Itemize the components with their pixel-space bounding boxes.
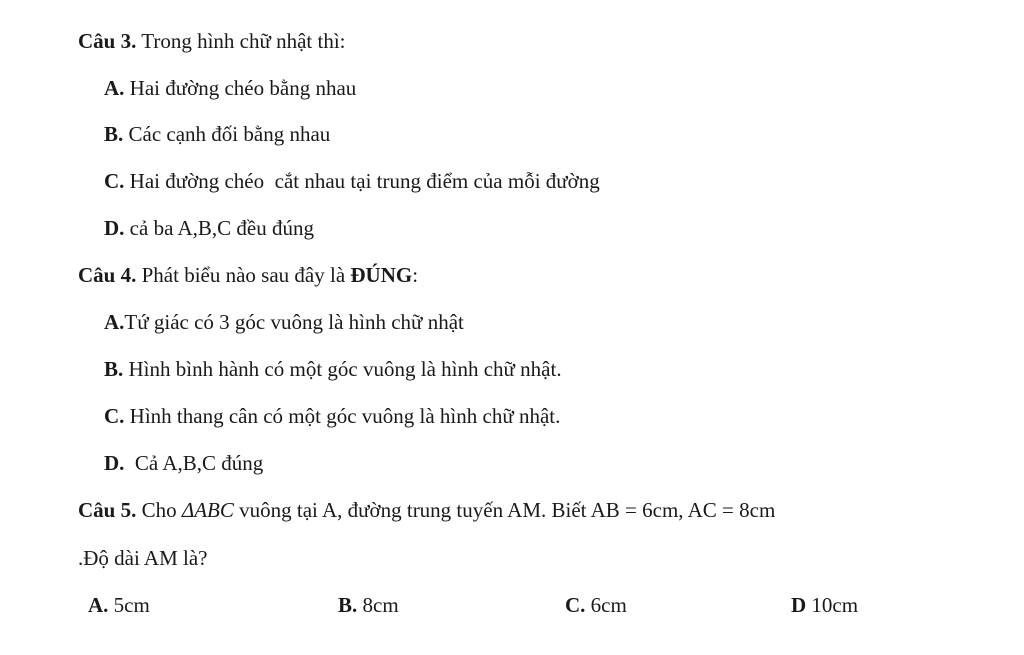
option-text: Các cạnh đối bằng nhau	[123, 122, 331, 146]
option-text: Hình bình hành có một góc vuông là hình chữ nhật.	[123, 357, 562, 381]
question-5-line-2: .Độ dài AM là?	[78, 546, 208, 570]
question-4-text: Phát biểu nào sau đây là	[136, 263, 351, 287]
option-letter: D.	[104, 451, 125, 475]
question-5-option-a	[88, 592, 150, 618]
question-5-label: Câu 5.	[78, 498, 137, 522]
question-3-option-a	[104, 75, 356, 101]
question-4-option-d	[104, 450, 263, 476]
question-4-option-c	[104, 403, 560, 429]
question-5-option-b	[338, 592, 399, 618]
option-letter: A.	[104, 76, 125, 100]
option-text: Hai đường chéo bằng nhau	[124, 76, 357, 100]
option-text: 5cm	[108, 593, 150, 617]
question-3-label: Câu 3.	[78, 29, 137, 53]
option-letter: B.	[104, 357, 124, 381]
question-4-emphasis: ĐÚNG	[350, 263, 413, 287]
option-text: 6cm	[585, 593, 627, 617]
question-3-text: Trong hình chữ nhật thì:	[136, 29, 346, 53]
option-letter: C.	[104, 169, 125, 193]
option-letter: D.	[104, 216, 125, 240]
triangle-symbol: ΔABC	[181, 498, 234, 522]
question-3	[78, 28, 346, 54]
question-3-option-b	[104, 121, 330, 147]
option-text: Tứ giác có 3 góc vuông là hình chữ nhật	[124, 310, 464, 334]
option-letter: C.	[104, 404, 125, 428]
question-5	[78, 497, 775, 523]
option-text: Hai đường chéo cắt nhau tại trung điểm của mỗi đường	[124, 169, 600, 193]
option-text: 10cm	[806, 593, 859, 617]
option-letter: B.	[338, 593, 358, 617]
option-text: Hình thang cân có một góc vuông là hình chữ nhật.	[124, 404, 561, 428]
question-5-text-before: Cho	[136, 498, 182, 522]
question-4-label: Câu 4.	[78, 263, 137, 287]
option-letter: C.	[565, 593, 586, 617]
option-text: 8cm	[357, 593, 399, 617]
question-4-option-a	[104, 309, 464, 335]
option-text: cả ba A,B,C đều đúng	[124, 216, 314, 240]
question-5-option-c	[565, 592, 627, 618]
option-text: Cả A,B,C đúng	[124, 451, 264, 475]
option-letter: B.	[104, 122, 124, 146]
option-letter: A.	[88, 593, 109, 617]
question-4-option-b	[104, 356, 562, 382]
option-letter: D	[791, 593, 807, 617]
question-4-suffix: :	[412, 263, 419, 287]
question-5-text-after: vuông tại A, đường trung tuyến AM. Biết AB = 6cm, AC = 8cm	[233, 498, 776, 522]
question-3-option-d	[104, 215, 314, 241]
question-5-option-d	[791, 592, 858, 618]
question-4	[78, 262, 418, 288]
question-3-option-c	[104, 168, 600, 194]
option-letter: A.	[104, 310, 125, 334]
